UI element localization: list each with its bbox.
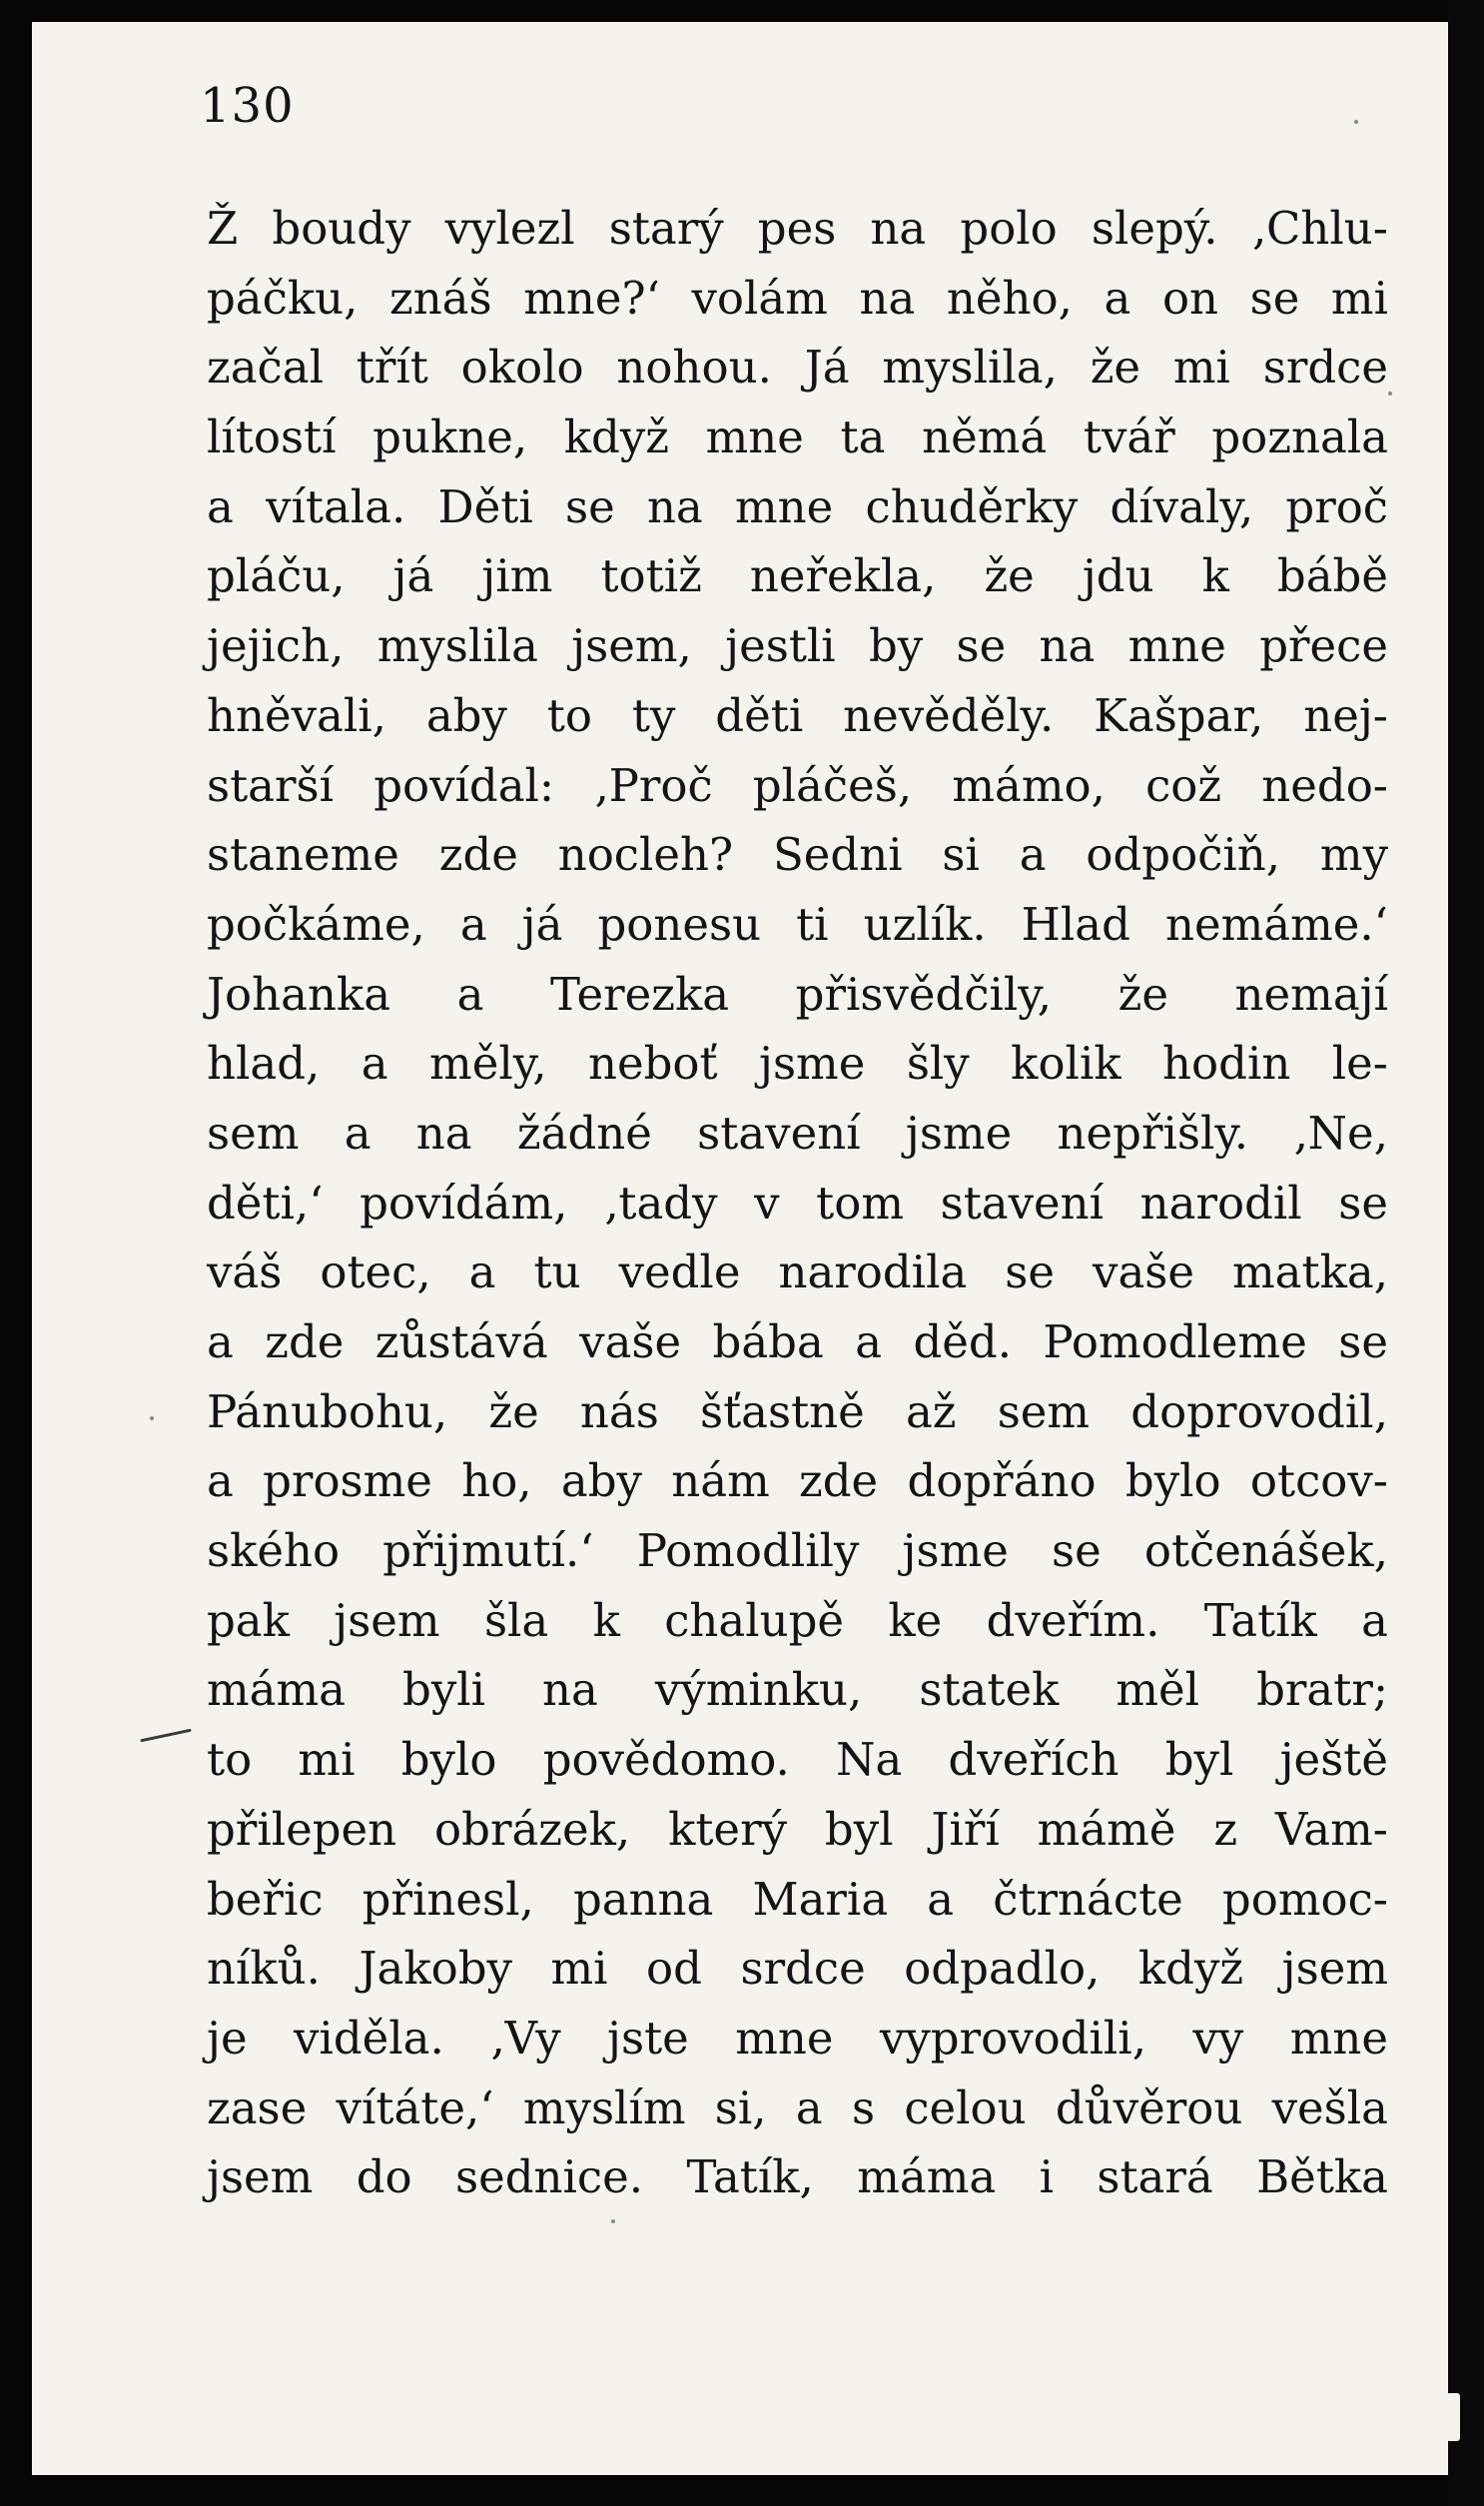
text-line: ského přijmutí.‘ Pomodlily jsme se otčenášek, xyxy=(207,1524,1388,1578)
text-line: to mi bylo povědomo. Na dveřích byl ještě xyxy=(207,1733,1388,1787)
paper-speck xyxy=(150,1416,154,1420)
text-line: a prosme ho, aby nám zde dopřáno bylo otcov- xyxy=(207,1454,1388,1508)
text-line: hněvali, aby to ty děti nevěděly. Kašpar, nej- xyxy=(207,688,1388,742)
text-line: přilepen obrázek, který byl Jiří mámě z Vam- xyxy=(207,1802,1388,1856)
text-line: váš otec, a tu vedle narodila se vaše matka, xyxy=(207,1246,1388,1299)
text-line: děti,‘ povídám, ‚tady v tom stavení narodil se xyxy=(207,1176,1388,1230)
text-line: a zde zůstává vaše bába a děd. Pomodleme se xyxy=(207,1315,1388,1368)
text-line: sem a na žádné stavení jsme nepřišly. ‚Ne, xyxy=(207,1106,1388,1160)
text-line: Johanka a Terezka přisvědčily, že nemají xyxy=(207,967,1388,1021)
text-line: lítostí pukne, když mne ta němá tvář poznala xyxy=(207,411,1388,464)
text-line: počkáme, a já ponesu ti uzlík. Hlad nemáme.‘ xyxy=(207,897,1388,951)
text-line: pak jsem šla k chalupě ke dveřím. Tatík a xyxy=(207,1593,1388,1647)
text-line: beřic přinesl, panna Maria a čtrnácte pomoc- xyxy=(207,1872,1388,1926)
paper-speck xyxy=(1388,392,1392,396)
body-text xyxy=(207,194,1388,2212)
text-line: je viděla. ‚Vy jste mne vyprovodili, vy mne xyxy=(207,2011,1388,2065)
text-line: jejich, myslila jsem, jestli by se na mne přece xyxy=(207,619,1388,673)
text-line: a vítala. Děti se na mne chuděrky dívaly, proč xyxy=(207,479,1388,533)
text-line: začal třít okolo nohou. Já myslila, že mi srdce xyxy=(207,341,1388,395)
text-line: hlad, a měly, neboť jsme šly kolik hodin le- xyxy=(207,1037,1388,1091)
book-spine-shadow xyxy=(1448,0,1484,2506)
text-line: zase vítáte,‘ myslím si, a s celou důvěrou vešla xyxy=(207,2081,1388,2134)
text-line: páčku, znáš mne?‘ volám na něho, a on se mi xyxy=(207,271,1388,325)
text-line: máma byli na výminku, statek měl bratr; xyxy=(207,1663,1388,1717)
text-line: pláču, já jim totiž neřekla, že jdu k bábě xyxy=(207,549,1388,603)
text-line: starší povídal: ‚Proč pláčeš, mámo, což nedo- xyxy=(207,758,1388,812)
text-line: jsem do sednice. Tatík, máma i stará Bětka xyxy=(207,2150,1388,2204)
paper-speck xyxy=(611,2219,615,2223)
page-number: 130 xyxy=(200,78,295,134)
text-line: Pánubohu, že nás šťastně až sem doprovodil, xyxy=(207,1384,1388,1438)
text-line: Ž boudy vylezl starý pes na polo slepý. ‚Chlu- xyxy=(207,202,1388,255)
text-line: níků. Jakoby mi od srdce odpadlo, když jsem xyxy=(207,1942,1388,1996)
page-edge-mark xyxy=(1446,2393,1460,2441)
paper-speck xyxy=(1354,120,1358,124)
text-line: staneme zde nocleh? Sedni si a odpočiň, my xyxy=(207,828,1388,882)
